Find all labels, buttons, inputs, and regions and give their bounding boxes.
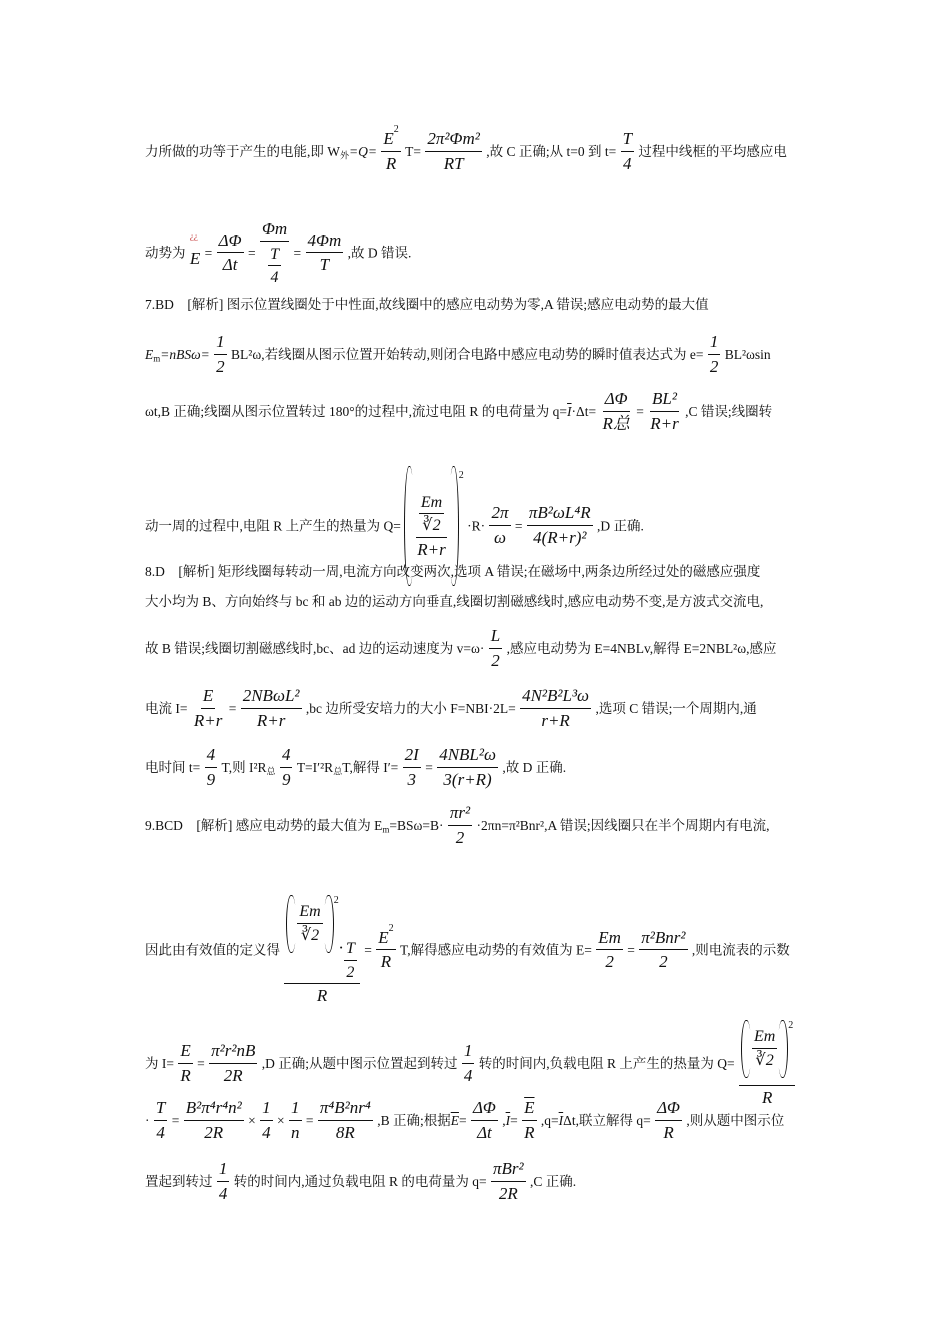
fraction: $\frac{Em}{∛2}$ $^2$ · $\frac{T}{2}$ R <box>284 895 359 1006</box>
fraction: $\frac{\text{π⁴B²nr⁴}}{8R}$ <box>319 1098 371 1142</box>
fraction: $\frac{1}{4}$ <box>262 1098 271 1142</box>
fraction: $\frac{\text{2π²Φm²}}{RT}$ <box>427 129 480 173</box>
fraction: $\frac{\text{π²r²nB}}{2R}$ <box>211 1041 256 1085</box>
fraction: $\frac{4}{9}$ <box>206 745 216 789</box>
fraction: $\frac{\Delta\Phi}{\Delta t}$ <box>218 230 242 275</box>
fraction: $\frac{\text{4NBL²ω}}{3(r+R)}$ <box>439 745 496 789</box>
text-line: 电时间 t= $\frac{4}{9}$ T,则 $I^2R_总$ $\frac{4}{9}$ $T=I'^2R_总T$,解得 I′= $\frac{2I}{3}$ = $\frac{\text{4NBL²ω}}{3(r+R)}$ ,故 D 正确. <box>145 745 567 789</box>
text-line: 7.BD [解析] 图示位置线圈处于中性面,故线圈中的感应电动势为零,A 错误;感应电动势的最大值 <box>145 297 709 312</box>
fraction: $\frac{\Phi m}{\frac{T}{4}}$ <box>261 219 288 287</box>
fraction: $\frac{T}{4}$ <box>622 129 633 173</box>
fraction: $\frac{\Delta\Phi}{\Delta t}$ <box>472 1098 496 1142</box>
text-line: ωt,B 正确;线圈从图示位置转过 180°的过程中,流过电阻 R 的电荷量为 $q=\overline{I}\cdot\Delta t=$ $\frac{\Delta\Phi}{\text{R总}}$ = $\frac{\text{BL²}}{R+r}$ ,C 错误;线圈转 <box>145 389 773 433</box>
text-line: 电流 I= $\frac{E}{R+r}$ = $\frac{\text{2NBωL²}}{R+r}$ ,bc 边所受安培力的大小 F=NBI·2L= $\frac{\text{4N²B²L³ω}}{r+R}$ ,选项 C 错误;一个周期内,通 <box>145 686 757 730</box>
text-line: $E_m=nBS\omega=$ $\frac{1}{2}$ BL²ω,若线圈从图示位置开始转动,则闭合电路中感应电动势的瞬时值表达式为 e= $\frac{1}{2}$ BL²ωsin <box>145 332 771 376</box>
text-line: 置起到转过 $\frac{1}{4}$ 转的时间内,通过负载电阻 R 的电荷量为 q= $\frac{\text{πBr²}}{2R}$ ,C 正确. <box>145 1159 577 1203</box>
fraction: $\frac{\Delta\Phi}{R}$ <box>657 1098 680 1142</box>
text-line: 动势为 ¿¿ E = $\frac{\Delta\Phi}{\Delta t}$ = $\frac{\Phi m}{\frac{T}{4}}$ = $\frac{4\Phi m}{T}$ ,故 D 错误. <box>145 219 412 287</box>
text-line: 8.D [解析] 矩形线圈每转动一周,电流方向改变两次,选项 A 错误;在磁场中,两条边所经过处的磁感应强度 <box>145 564 761 579</box>
fraction: $\frac{Em}{2}$ <box>598 927 621 972</box>
text-segment: ,故 D 错误. <box>347 245 412 261</box>
text-line: 为 I= $\frac{E}{R}$ = $\frac{\text{π²r²nB}}{2R}$ ,D 正确;从题中图示位置起到转过 $\frac{1}{4}$ 转的时间内,负载电阻 R 上产生的热量为 Q= $\frac{Em}{∛2}$ $^2$ R <box>145 1019 794 1107</box>
fraction: $\frac{1}{2}$ <box>709 332 719 376</box>
fraction: $\frac{1}{2}$ <box>216 332 225 376</box>
text-line: 故 B 错误;线圈切割磁感线时,bc、ad 边的运动速度为 v=ω· $\frac{L}{2}$ ,感应电动势为 E=4NBLv,解得 E=2NBL²ω,感应 <box>145 626 777 670</box>
text-line: 9.BCD [解析] 感应电动势的最大值为 $E_m=BS\omega=B\cdot$ $\frac{\text{πr²}}{2}$ ·2πn=π²Bnr²,A 错误;因线圈只在半个周期内有电流, <box>145 803 770 847</box>
fraction: $\frac{\text{πB²ωL⁴R}}{\text{4(R+r)²}}$ <box>528 503 591 547</box>
fraction: $\frac{T}{4}$ <box>155 1098 166 1142</box>
parenthesized-fraction: $\frac{\frac{Em}{∛2}}{R+r}$ $^2$ <box>404 466 463 586</box>
mean-emf-symbol: ¿¿ E <box>189 230 201 268</box>
fraction: $\frac{4\Phi m}{T}$ <box>307 230 342 275</box>
fraction: $\frac{Em}{∛2}$ $^2$ R <box>739 1020 795 1107</box>
text-segment: 力所做的功等于产生的电能,即 W <box>145 143 340 159</box>
text-line: 大小均为 B、方向始终与 bc 和 ab 边的运动方向垂直,线圈切割磁感线时,感应电动势不变,是方波式交流电, <box>145 594 764 609</box>
fraction: $\frac{\Delta\Phi}{\text{R总}}$ <box>602 389 630 433</box>
fraction: $\frac{\text{2NBωL²}}{R+r}$ <box>242 686 300 730</box>
fraction: $\frac{\text{πBr²}}{2R}$ <box>493 1159 524 1203</box>
text-segment: 动势为 <box>145 245 186 261</box>
fraction: $\frac{\text{B²π⁴r⁴n²}}{2R}$ <box>185 1098 242 1142</box>
text-line: 动一周的过程中,电阻 R 上产生的热量为 Q= $\frac{\frac{Em}{∛2}}{R+r}$ $^2$ ·R· $\frac{2\pi}{\omega}$ = $\frac{\text{πB²ωL⁴R}}{\text{4(R+r)²}}$ ,D 正确. <box>145 466 644 586</box>
text-segment: =Q= <box>349 143 377 159</box>
text-segment: 过程中线框的平均感应电 <box>638 143 787 159</box>
text-segment: T= <box>405 143 422 159</box>
text-line: 因此由有效值的定义得 $\frac{Em}{∛2}$ $^2$ · $\frac{T}{2}$ R = $\frac{E^2}{R}$ T,解得感应电动势的有效值为 E= $\frac{Em}{2}$ = $\frac{\text{π²Bnr²}}{2}$ ,则电流表的示数 <box>145 894 790 1006</box>
fraction: $\frac{E^2}{R}$ <box>383 124 399 173</box>
fraction: $\frac{E^2}{R}$ <box>378 922 394 972</box>
text-line <box>145 124 787 173</box>
fraction: $\frac{E}{R+r}$ <box>193 686 223 730</box>
fraction: $\frac{\text{π²Bnr²}}{2}$ <box>641 927 686 972</box>
fraction: $\frac{\overline{E}}{R}$ <box>524 1098 535 1142</box>
fraction: $\frac{\text{πr²}}{2}$ <box>449 803 471 847</box>
fraction: $\frac{1}{n}$ <box>291 1098 300 1142</box>
text-line: · $\frac{T}{4}$ = $\frac{\text{B²π⁴r⁴n²}}{2R}$ × $\frac{1}{4}$ × $\frac{1}{n}$ = $\frac{\text{π⁴B²nr⁴}}{8R}$ ,B 正确;根据$\overline{E}=$ $\frac{\Delta\Phi}{\Delta t}$ $,\overline{I}=$ $\frac{\overline{E}}{R}$ $,q=\overline{I}\Delta t$,联立解得 q= $\frac{\Delta\Phi}{R}$ ,则从题中图示位 <box>145 1098 785 1142</box>
subscript: 外 <box>340 150 350 161</box>
text-segment: ,故 C 正确;从 t=0 到 t= <box>486 143 617 159</box>
fraction: $\frac{L}{2}$ <box>490 626 501 670</box>
fraction: $\frac{4}{9}$ <box>281 745 291 789</box>
fraction: $\frac{2I}{3}$ <box>404 745 419 789</box>
fraction: $\frac{1}{4}$ <box>218 1159 228 1203</box>
fraction: $\frac{2\pi}{\omega}$ <box>491 503 509 547</box>
fraction: $\frac{1}{4}$ <box>463 1041 473 1085</box>
fraction: $\frac{\text{4N²B²L³ω}}{r+R}$ <box>522 686 590 730</box>
fraction: $\frac{\text{BL²}}{R+r}$ <box>650 389 679 433</box>
fraction: $\frac{E}{R}$ <box>180 1041 191 1085</box>
